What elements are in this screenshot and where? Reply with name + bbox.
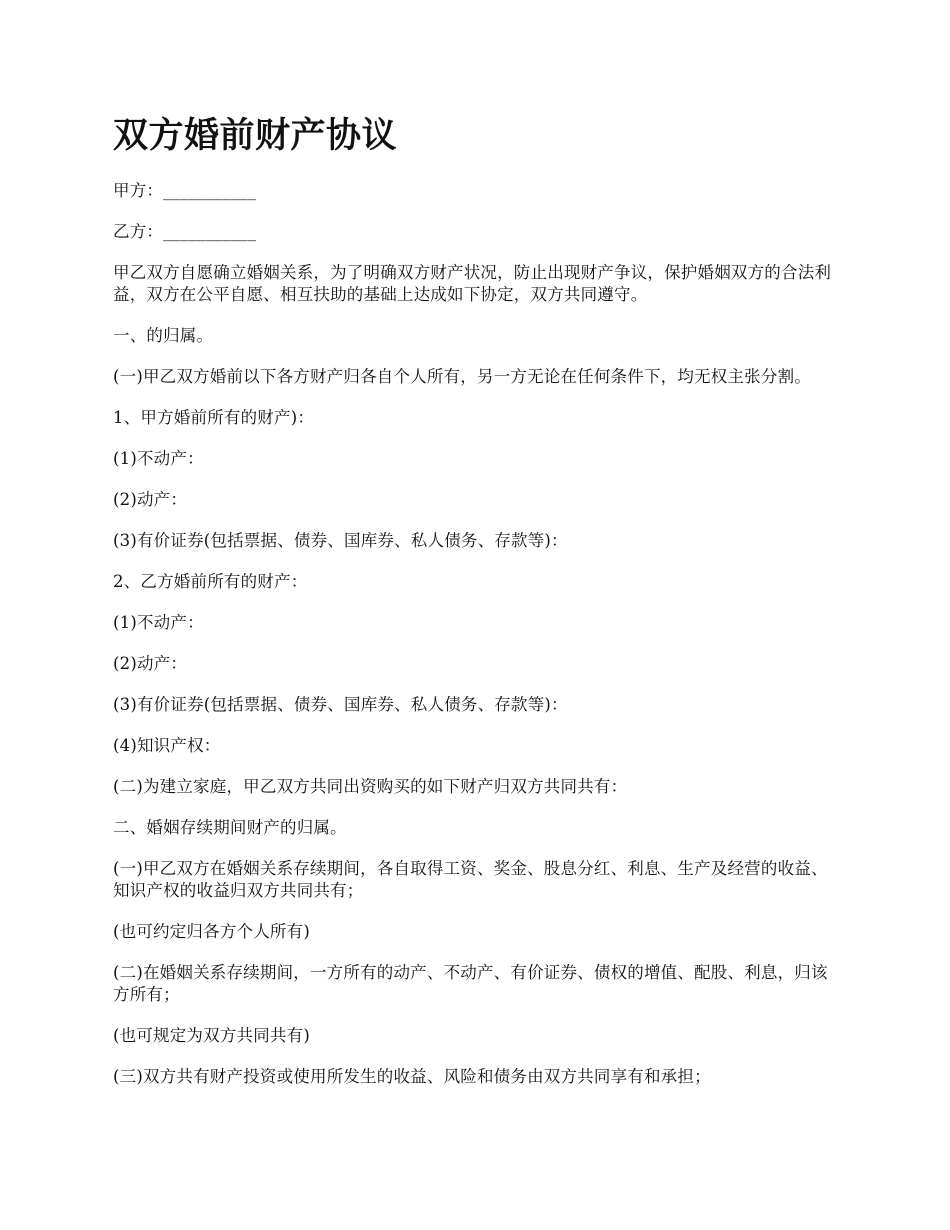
list-item: (2)动产： xyxy=(113,654,188,673)
party-a-line: 甲方：___________ xyxy=(113,181,257,200)
list-item: (3)有价证券(包括票据、债券、国库券、私人债务、存款等)： xyxy=(113,695,568,714)
clause-note: (也可规定为双方共同共有) xyxy=(113,1026,310,1045)
clause-paragraph: (二)在婚姻关系存续期间，一方所有的动产、不动产、有价证券、债权的增值、配股、利息，归该方所有； xyxy=(113,963,828,1004)
section-heading-1: 一、的归属。 xyxy=(113,326,214,345)
clause-note: (也可约定归各方个人所有) xyxy=(113,922,310,941)
list-item: (3)有价证券(包括票据、债券、国库券、私人债务、存款等)： xyxy=(113,531,568,550)
list-heading: 1、甲方婚前所有的财产)： xyxy=(113,408,315,427)
clause-paragraph: (三)双方共有财产投资或使用所发生的收益、风险和债务由双方共同享有和承担； xyxy=(113,1067,711,1086)
list-heading: 2、乙方婚前所有的财产： xyxy=(113,572,308,591)
list-item: (1)不动产： xyxy=(113,613,204,632)
document-page xyxy=(113,112,843,1107)
section-heading-2: 二、婚姻存续期间财产的归属。 xyxy=(113,818,347,837)
clause-paragraph: (一)甲乙双方在婚姻关系存续期间，各自取得工资、奖金、股息分红、利息、生产及经营的收益、知识产权的收益归双方共同共有； xyxy=(113,859,828,900)
list-item: (4)知识产权： xyxy=(113,736,221,755)
document-title: 双方婚前财产协议 xyxy=(113,116,398,156)
clause-paragraph: (一)甲乙双方婚前以下各方财产归各自个人所有，另一方无论在任何条件下，均无权主张分割。 xyxy=(113,367,811,386)
preamble-paragraph: 甲乙双方自愿确立婚姻关系，为了明确双方财产状况，防止出现财产争议，保护婚姻双方的合法利益，双方在公平自愿、相互扶助的基础上达成如下协定，双方共同遵守。 xyxy=(113,263,832,304)
party-b-line: 乙方：___________ xyxy=(113,222,257,241)
list-item: (2)动产： xyxy=(113,490,188,509)
list-item: (1)不动产： xyxy=(113,449,204,468)
clause-paragraph: (二)为建立家庭，甲乙双方共同出资购买的如下财产归双方共同共有： xyxy=(113,777,628,796)
